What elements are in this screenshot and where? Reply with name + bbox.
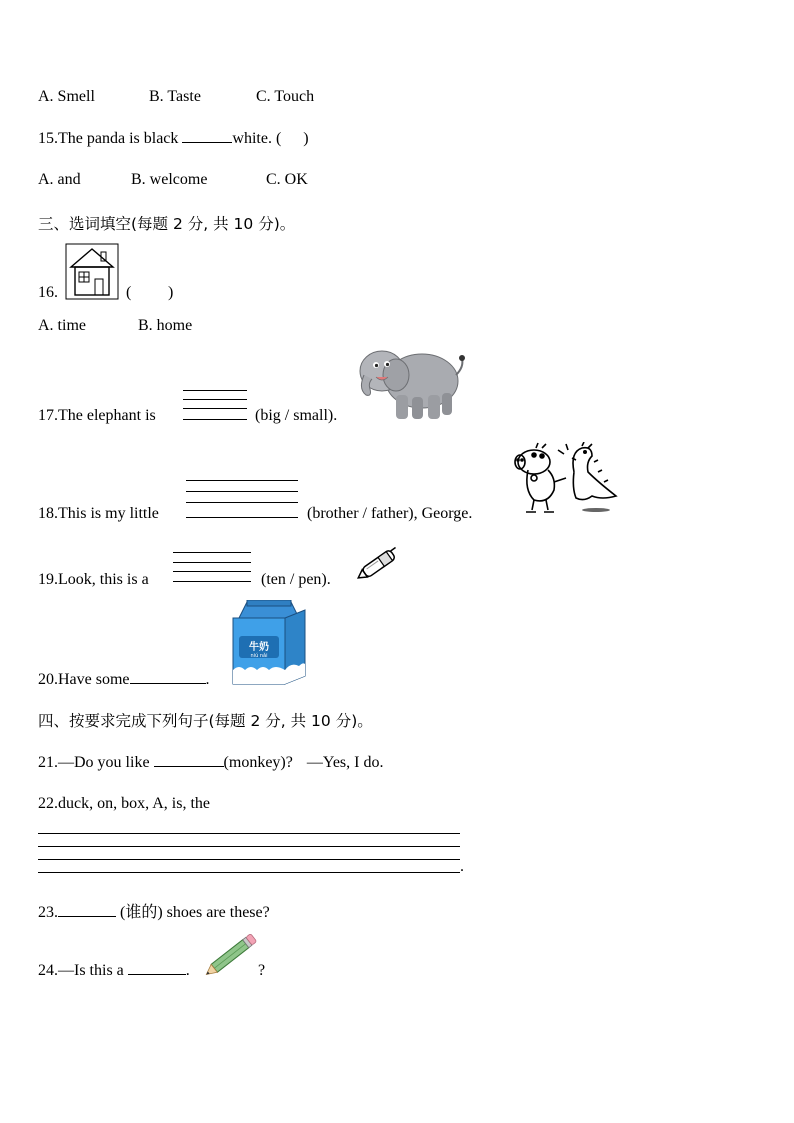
q23-blank[interactable] <box>58 915 116 917</box>
q15-text-pre: The panda is black <box>58 130 179 147</box>
q16-paren-open: ( <box>126 284 132 301</box>
q22-prompt <box>38 795 210 813</box>
q21-question <box>38 754 383 772</box>
q20-period: . <box>205 671 210 688</box>
q21-answer: —Yes, I do. <box>306 754 384 771</box>
q16-paren-close: ) <box>168 284 174 301</box>
q19-answer-lines[interactable] <box>173 552 251 584</box>
q18-answer-lines[interactable] <box>186 480 298 518</box>
q16-option-b: B. home <box>138 317 193 334</box>
q16-option-a: A. time <box>38 317 86 334</box>
q19-number: 19. <box>38 571 58 588</box>
q15-option-a: A. and <box>38 171 81 188</box>
q15-text-post: white. ( <box>232 130 282 147</box>
q15-blank[interactable] <box>182 141 232 143</box>
pencil-icon <box>198 932 262 980</box>
q24-text: —Is this a <box>58 962 124 979</box>
q19-prompt <box>38 571 149 589</box>
q17-prompt <box>38 407 156 425</box>
section4-heading: 四、按要求完成下列句子(每题 2 分, 共 10 分)。 <box>38 712 373 730</box>
q18-text: This is my little <box>58 505 159 522</box>
q22-number: 22. <box>38 795 58 812</box>
q24-question <box>38 962 190 980</box>
q18-choices: (brother / father), George. <box>307 505 473 522</box>
q14-option-b: B. Taste <box>149 88 201 105</box>
q23-question <box>38 899 270 922</box>
q22-words: duck, on, box, A, is, the <box>58 795 210 812</box>
q15-question <box>38 130 309 148</box>
milk-carton-pinyin: niú nǎi <box>250 653 268 659</box>
q18-prompt <box>38 505 159 523</box>
q20-number: 20. <box>38 671 58 688</box>
q14-option-c: C. Touch <box>256 88 315 105</box>
q21-number: 21. <box>38 754 58 771</box>
q15-option-b: B. welcome <box>131 171 208 188</box>
q23-number: 23. <box>38 904 58 921</box>
q20-text: Have some <box>58 671 130 688</box>
q24-question-mark: ? <box>258 962 266 979</box>
pen-icon <box>352 542 406 586</box>
house-icon <box>65 243 119 300</box>
milk-carton-label: 牛奶 <box>249 642 269 653</box>
q21-blank[interactable] <box>154 765 224 767</box>
q21-text-post: (monkey)? <box>223 754 293 771</box>
q17-number: 17. <box>38 407 58 424</box>
q17-choices: (big / small). <box>255 407 338 424</box>
q16-number: 16. <box>38 284 58 301</box>
q15-option-c: C. OK <box>266 171 308 188</box>
q21-text-pre: —Do you like <box>58 754 150 771</box>
q22-period: . <box>460 858 464 875</box>
q19-text: Look, this is a <box>58 571 149 588</box>
q24-number: 24. <box>38 962 58 979</box>
q19-choices: (ten / pen). <box>261 571 331 588</box>
q17-answer-lines[interactable] <box>183 390 247 422</box>
pig-dinosaur-icon <box>512 442 620 516</box>
elephant-icon <box>356 345 468 423</box>
q18-number: 18. <box>38 505 58 522</box>
q20-blank[interactable] <box>130 682 206 684</box>
q24-blank[interactable] <box>128 973 186 975</box>
q20-prompt <box>38 671 210 689</box>
q15-paren-close: ) <box>303 130 309 147</box>
q17-text: The elephant is <box>58 407 156 424</box>
milk-carton-icon <box>229 600 309 688</box>
section3-heading: 三、选词填空(每题 2 分, 共 10 分)。 <box>38 215 296 233</box>
q24-period: . <box>185 962 190 979</box>
q15-number: 15. <box>38 130 58 147</box>
q23-text: (谁的) shoes are these? <box>120 904 270 921</box>
q22-answer-lines[interactable] <box>38 833 460 875</box>
q14-option-a: A. Smell <box>38 88 95 105</box>
